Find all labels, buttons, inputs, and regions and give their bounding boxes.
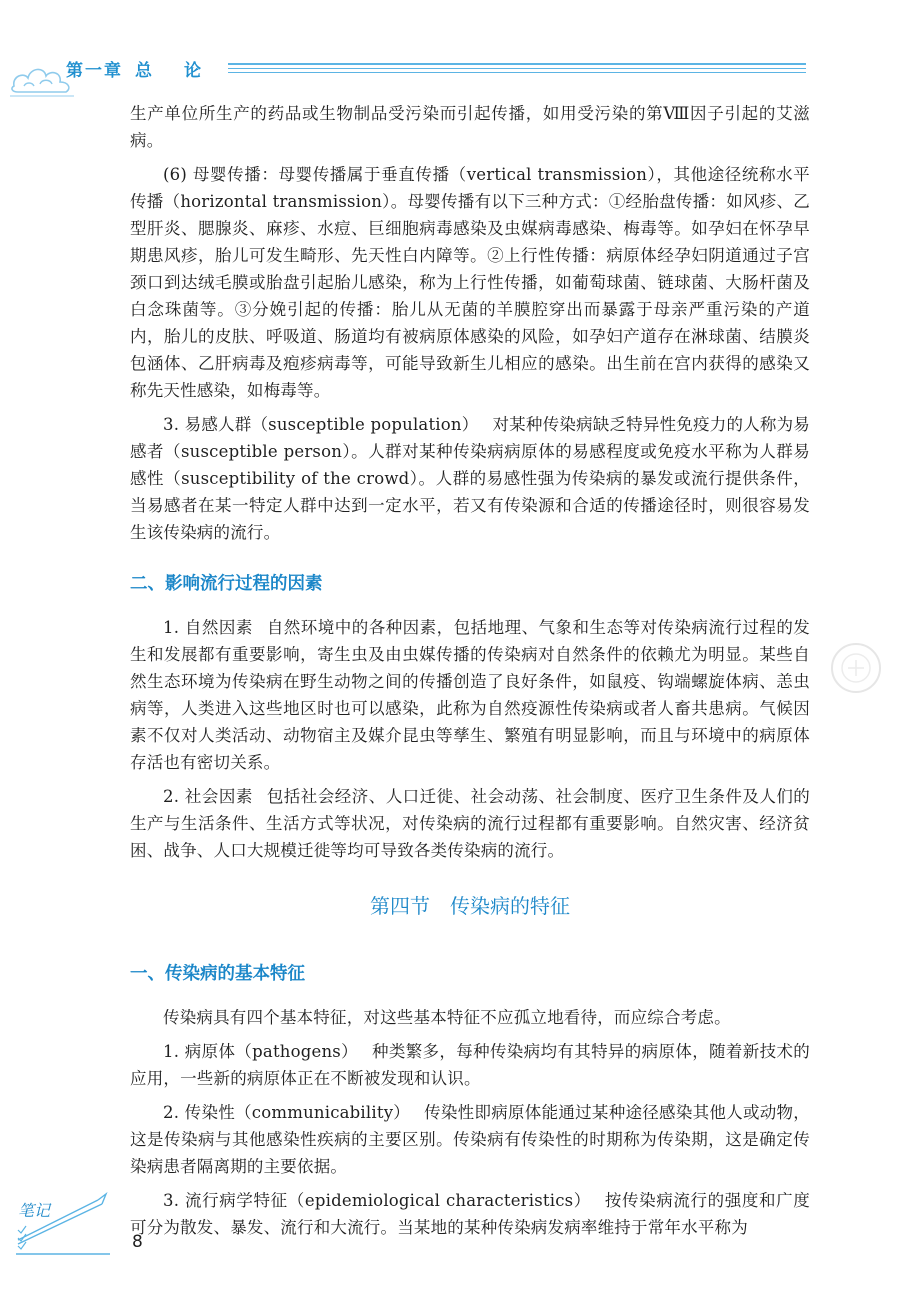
heading-basic-features: 一、传染病的基本特征 <box>130 964 305 984</box>
chapter-number: 第一章 <box>66 61 123 81</box>
section-title: 第四节 传染病的特征 <box>370 894 570 918</box>
paragraph-social-factors <box>130 783 810 864</box>
paragraph-lead: 1. 自然因素 <box>163 618 253 637</box>
page-content <box>130 100 810 1241</box>
chapter-title-b: 论 <box>184 61 203 81</box>
notes-marker <box>14 1192 114 1264</box>
side-stamp-icon <box>826 638 886 698</box>
chapter-title <box>66 56 203 81</box>
paragraph-text: 自然环境中的各种因素，包括地理、气象和生态等对传染病流行过程的发生和发展都有重要影响，寄生虫及由虫媒传播的传染病对自然条件的依赖尤为明显。某些自然生态环境为传染病在野生动物之间的传播创造了良好条件，如鼠疫、钩端螺旋体病、恙虫病等，人类进入这些地区时也可以感染，此称为自然疫源性传染病或者人畜共患病。气候因素不仅对人类活动、动物宿主及媒介昆虫等孳生、繁殖有明显影响，而且与环境中的病原体存活也有密切关系。 <box>130 618 810 772</box>
paragraph-epidemiology <box>130 1187 810 1241</box>
paragraph-text: 种类繁多，每种传染病均有其特异的病原体，随着新技术的应用，一些新的病原体正在不断被发现和认识。 <box>130 1042 811 1088</box>
paragraph-mother-infant-transmission: (6) 母婴传播：母婴传播属于垂直传播（vertical transmission），其他途径统称水平传播（horizontal transmission）。母婴传播有以下三种方式：①经胎盘传播：如风疹、乙型肝炎、腮腺炎、麻疹、水痘、巨细胞病毒感染及虫媒病毒感染、梅毒等。如孕妇在怀孕早期患风疹，胎儿可发生畸形、先天性白内障等。②上行性传播：病原体经孕妇阴道通过子宫颈口到达绒毛膜或胎盘引起胎儿感染，称为上行性传播，如葡萄球菌、链球菌、大肠杆菌及白念珠菌等。③分娩引起的传播：胎儿从无菌的羊膜腔穿出而暴露于母亲严重污染的产道内，胎儿的皮肤、呼吸道、肠道均有被病原体感染的风险，如孕妇产道存在淋球菌、结膜炎包涵体、乙肝病毒及疱疹病毒等，可能导致新生儿相应的感染。出生前在宫内获得的感染又称先天性感染，如梅毒等。 <box>130 165 810 400</box>
notes-label: 笔记 <box>18 1201 51 1220</box>
paragraph-lead: 3. 易感人群（susceptible population） <box>163 415 479 434</box>
chapter-title-a: 总 <box>135 61 154 81</box>
paragraph-lead: 3. 流行病学特征（epidemiological characteristics） <box>163 1191 591 1210</box>
paragraph-lead: 2. 传染性（communicability） <box>163 1103 411 1122</box>
header-rule-middle <box>228 68 806 69</box>
paragraph-lead: 2. 社会因素 <box>163 787 253 806</box>
header-rule-bottom <box>228 72 806 73</box>
paragraph-pathogens <box>130 1038 810 1092</box>
page-number: 8 <box>132 1232 143 1252</box>
page-header <box>0 0 900 110</box>
paragraph-text: 传染性即病原体能通过某种途径感染其他人或动物，这是传染病与其他感染性疾病的主要区别。传染病有传染性的时期称为传染期，这是确定传染病患者隔离期的主要依据。 <box>130 1103 810 1176</box>
paragraph-continuation: 生产单位所生产的药品或生物制品受污染而引起传播，如用受污染的第Ⅷ因子引起的艾滋病。 <box>130 104 810 150</box>
paragraph-susceptible-population <box>130 411 810 546</box>
heading-influencing-factors: 二、影响流行过程的因素 <box>130 574 323 594</box>
header-rule-top <box>228 63 806 65</box>
paragraph-text: 对某种传染病缺乏特异性免疫力的人称为易感者（susceptible person）。人群对某种传染病病原体的易感程度或免疫水平称为人群易感性（susceptibility of the crowd）。人群的易感性强为传染病的暴发或流行提供条件，当易感者在某一特定人群中达到一定水平，若又有传染源和合适的传播途径时，则很容易发生该传染病的流行。 <box>130 415 810 542</box>
paragraph-text: 包括社会经济、人口迁徙、社会动荡、社会制度、医疗卫生条件及人们的生产与生活条件、生活方式等状况，对传染病的流行过程都有重要影响。自然灾害、经济贫困、战争、人口大规模迁徙等均可导致各类传染病的流行。 <box>130 787 810 860</box>
paragraph-four-features: 传染病具有四个基本特征，对这些基本特征不应孤立地看待，而应综合考虑。 <box>163 1008 731 1027</box>
pencil-icon <box>14 1192 114 1260</box>
paragraph-lead: 1. 病原体（pathogens） <box>163 1042 358 1061</box>
paragraph-natural-factors <box>130 614 810 776</box>
paragraph-text: 按传染病流行的强度和广度可分为散发、暴发、流行和大流行。当某地的某种传染病发病率维持于常年水平称为 <box>130 1191 811 1237</box>
paragraph-communicability <box>130 1099 810 1180</box>
